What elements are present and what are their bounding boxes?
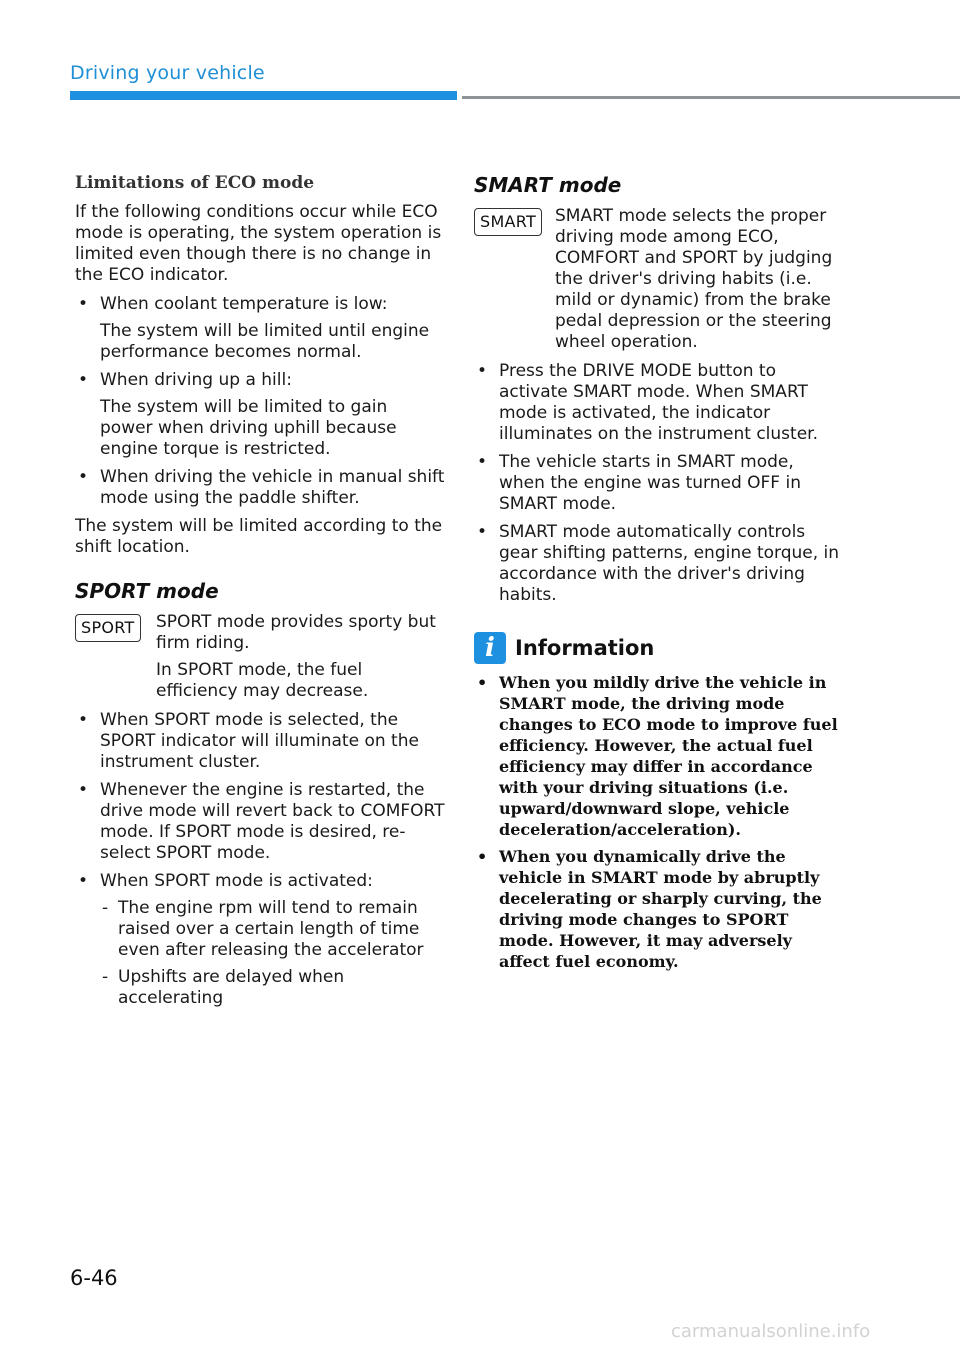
dash-glyph: - — [102, 967, 109, 987]
list-item — [75, 370, 445, 460]
list-item — [474, 672, 844, 840]
list-item-text: SMART mode automatically controls gear shifting patterns, engine torque, in accordance with the driver's driving habits. — [499, 522, 840, 605]
sport-indicator-icon: SPORT — [75, 614, 141, 642]
sub-list-item-text: Upshifts are delayed when accelerating — [118, 967, 345, 1008]
info-icon: i — [474, 632, 506, 664]
list-item-text: Press the DRIVE MODE button to activate SMART mode. When SMART mode is activated, the indicator illuminates on the instrument cluster. — [499, 361, 818, 444]
left-column — [75, 172, 445, 1016]
eco-condition-list — [75, 294, 445, 509]
list-item-text: When driving the vehicle in manual shift mode using the paddle shifter. — [100, 467, 445, 508]
sport-mode-heading: SPORT mode — [75, 579, 219, 603]
sub-list-item — [100, 967, 445, 1009]
list-item-text: The vehicle starts in SMART mode, when the engine was turned OFF in SMART mode. — [499, 452, 801, 514]
bullet-glyph: • — [477, 452, 488, 472]
list-item-text: When you dynamically drive the vehicle in SMART mode by abruptly decelerating or sharply curving, the driving mode changes to SPORT mode. However, it may adversely affect fuel economy. — [499, 847, 822, 971]
smart-indicator-icon: SMART — [474, 208, 542, 236]
sub-list-item — [100, 898, 445, 961]
bullet-glyph: • — [78, 780, 89, 800]
list-item-text: Whenever the engine is restarted, the drive mode will revert back to COMFORT mode. If SPORT mode is desired, re-select SPORT mode. — [100, 780, 445, 863]
list-item-text: When SPORT mode is selected, the SPORT indicator will illuminate on the instrument cluster. — [100, 710, 419, 772]
eco-intro: If the following conditions occur while ECO mode is operating, the system operation is limited even though there is no change in the ECO indicator. — [75, 202, 442, 285]
sport-mode-list — [75, 710, 445, 1009]
dash-glyph: - — [102, 898, 109, 918]
smart-desc: SMART mode selects the proper driving mode among ECO, COMFORT and SPORT by judging the driver's driving habits (i.e. mild or dynamic) from the brake pedal depression or the steering wheel operation. — [555, 206, 833, 352]
smart-mode-list — [474, 361, 844, 606]
smart-mode-heading: SMART mode — [474, 173, 622, 197]
information-list — [474, 672, 844, 972]
list-item — [75, 710, 445, 773]
sport-mode-description — [75, 612, 445, 702]
right-column — [474, 172, 844, 978]
page-number: 6-46 — [70, 1266, 118, 1290]
bullet-glyph: • — [477, 361, 488, 381]
list-item — [474, 522, 844, 606]
header-title: Driving your vehicle — [70, 62, 265, 84]
list-item — [474, 452, 844, 515]
list-item-detail: The system will be limited until engine performance becomes normal. — [100, 321, 430, 362]
bullet-glyph: • — [78, 710, 89, 730]
information-title: Information — [515, 636, 655, 660]
list-item-text: When coolant temperature is low: — [100, 294, 388, 314]
list-item-text: When SPORT mode is activated: — [100, 871, 373, 891]
list-item — [75, 871, 445, 1009]
bullet-glyph: • — [477, 522, 488, 542]
sub-list-item-text: The engine rpm will tend to remain raised over a certain length of time even after releasing the accelerator — [118, 898, 424, 960]
bullet-glyph: • — [78, 467, 89, 487]
eco-limitations-heading: Limitations of ECO mode — [75, 173, 315, 193]
list-item — [474, 361, 844, 445]
bullet-glyph: • — [78, 294, 89, 314]
eco-outro: The system will be limited according to the shift location. — [75, 516, 443, 557]
list-item-text: When driving up a hill: — [100, 370, 292, 390]
list-item-detail: The system will be limited to gain power when driving uphill because engine torque is restricted. — [100, 397, 397, 459]
header-rule-accent — [70, 91, 457, 100]
sport-desc-1: SPORT mode provides sporty but firm riding. — [156, 612, 436, 653]
list-item — [75, 780, 445, 864]
bullet-glyph: • — [78, 370, 89, 390]
bullet-glyph: • — [477, 673, 488, 692]
list-item — [474, 846, 844, 972]
information-box-header — [474, 632, 844, 664]
sport-activated-sublist — [100, 898, 445, 1009]
sport-desc-2: In SPORT mode, the fuel efficiency may decrease. — [156, 660, 369, 701]
list-item-text: When you mildly drive the vehicle in SMART mode, the driving mode changes to ECO mode to improve fuel efficiency. However, the actual fuel efficiency may differ in accordance with your driving situations (i.e. upward/downward slope, vehicle deceleration/acceleration). — [499, 673, 838, 839]
bullet-glyph: • — [477, 847, 488, 866]
bullet-glyph: • — [78, 871, 89, 891]
header-rule-gray — [462, 96, 960, 99]
list-item — [75, 467, 445, 509]
list-item — [75, 294, 445, 363]
watermark: carmanualsonline.info — [671, 1321, 871, 1342]
smart-mode-description — [474, 206, 844, 353]
